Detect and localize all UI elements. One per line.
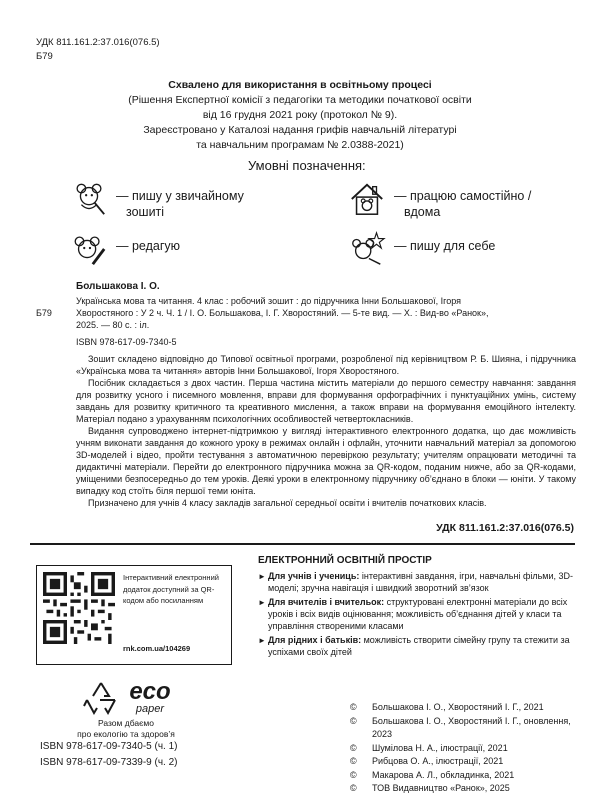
- copyright-row: [350, 782, 590, 796]
- writing-mouse-icon: [70, 180, 108, 218]
- copyright-text: ТОВ Видавництво «Ранок», 2025: [372, 783, 510, 793]
- copyright-row: [350, 715, 590, 742]
- isbn-part-2: ISBN 978-617-09-7339-9 (ч. 2): [40, 757, 178, 768]
- legend-text-home-2: вдома: [404, 205, 441, 219]
- eos-text-parents: можливість створити сімейну групу та стежити за успіхами своїх дітей: [268, 635, 570, 657]
- approval-line-3: Зареєстровано у Каталозі надання грифів навчальній літературі: [143, 124, 457, 136]
- arrow-icon: ►: [258, 572, 266, 581]
- legend-text-write: — пишу у звичайному: [116, 189, 244, 203]
- electronic-space: [258, 555, 578, 660]
- book-desc-1: Українська мова та читання. 4 клас : робочий зошит : до підручника Інни Большакової, Ігоря: [76, 296, 462, 306]
- copyright-text: Рибцова О. А., ілюстрації, 2021: [372, 756, 504, 766]
- copyright-text: Большакова І. О., Хворостяний І. Г., 2021: [372, 702, 544, 712]
- copyright-row: [350, 742, 590, 756]
- list-item: [258, 570, 578, 594]
- bbk-author-code: Б79: [36, 308, 52, 318]
- legend-item-edit: [70, 230, 180, 268]
- approval-block: [60, 78, 540, 153]
- divider: [30, 543, 575, 545]
- list-item: [258, 596, 578, 632]
- editing-mouse-icon: [70, 230, 108, 268]
- eos-label-students: Для учнів і учениць:: [268, 571, 360, 581]
- qr-link[interactable]: rnk.com.ua/104269: [123, 644, 191, 653]
- udk-code: УДК 811.161.2:37.016(076.5): [36, 37, 160, 48]
- approval-line-4: та навчальним програмам № 2.0388-2021): [196, 139, 404, 151]
- annotation-p2: Посібник складається з двох частин. Перша частина містить матеріали до першого семестру навчання: завдання для розвитку усного і писемного мовлення, вправи для формування орфографічних і пунктуаційних умінь, систему завдань для розвитку критичного та креативного мислення, а також вправи на формування емоційного інтелекту. Матеріал подано з урахуванням психологічних особливостей четвертокласників.: [76, 378, 576, 424]
- copyright-icon: ©: [350, 715, 357, 726]
- copyright-icon: ©: [350, 756, 357, 766]
- legend-item-home: [348, 180, 531, 220]
- eco-logo-sub: paper: [135, 703, 165, 715]
- udk-footer: УДК 811.161.2:37.016(076.5): [436, 522, 574, 534]
- copyright-list: [350, 701, 590, 796]
- legend-title: Умовні позначення:: [248, 158, 366, 173]
- isbn-list: [40, 739, 178, 771]
- copyright-text: Макарова А. Л., обкладинка, 2021: [372, 769, 515, 780]
- recycle-icon: [81, 680, 121, 716]
- bbk-code: Б79: [36, 51, 53, 62]
- copyright-row: [350, 701, 590, 715]
- copyright-icon: ©: [350, 769, 357, 780]
- copyright-text: Большакова І. О., Хворостяний І. Г., оновлення, 2023: [372, 715, 571, 739]
- legend-text-home: — працюю самостійно /: [394, 189, 532, 203]
- eco-block: [36, 680, 216, 740]
- arrow-icon: ►: [258, 636, 266, 645]
- approval-title: Схвалено для використання в освітньому процесі: [168, 79, 432, 91]
- isbn-part-1: ISBN 978-617-09-7340-5 (ч. 1): [40, 741, 178, 752]
- annotation-p4: Призначено для учнів 4 класу закладів загальної середньої освіти і вчителів початкових класів.: [88, 498, 487, 508]
- copyright-row: [350, 755, 590, 769]
- qr-box: [36, 565, 232, 665]
- eos-text-students: інтерактивні завдання, ігри, навчальні фільми, 3D-моделі; зручна навігація і швидкий зворотний зв’язок: [268, 571, 574, 593]
- legend-text-self: — пишу для себе: [394, 239, 496, 253]
- copyright-row: [350, 769, 590, 783]
- electronic-space-title: ЕЛЕКТРОННИЙ ОСВІТНІЙ ПРОСТІР: [258, 555, 432, 566]
- annotation-p3: Видання супроводжено інтернет-підтримкою у вигляді інтерактивного електронного додатка, що дає можливість учням виконати завдання до кожного уроку в режимах онлайн і офлайн, уточнити навчальний матеріал за допомогою 3D-моделей і відео, пройти тестування з автоматичною перевіркою результату; учителям опрацювати методичні та дидактичні матеріали. Перейти до електронного підручника можна за QR-кодом, поданим нижче, або за QR-кодами, уміщеними безпосередньо до тем уроків. Деякі уроки в електронному підручнику об’єднано в блоки — юніти. У такому випадку код стоїть біля першої теми юніта.: [76, 426, 576, 496]
- arrow-icon: ►: [258, 598, 266, 607]
- eco-logo: eco: [129, 678, 171, 705]
- eos-label-parents: Для рідних і батьків:: [268, 635, 362, 645]
- copyright-icon: ©: [350, 742, 357, 753]
- book-isbn: ISBN 978-617-09-7340-5: [76, 337, 177, 347]
- legend-text-edit: — редагую: [116, 239, 181, 253]
- eco-caption-1: Разом дбаємо: [97, 718, 155, 728]
- book-desc-3: 2025. — 80 с. : іл.: [76, 320, 150, 330]
- copyright-icon: ©: [350, 783, 357, 793]
- legend-item-write: [70, 180, 244, 220]
- legend-text-write-2: зошиті: [126, 205, 165, 219]
- star-mouse-icon: [348, 230, 386, 268]
- annotation-p1: Зошит складено відповідно до Типової освітньої програми, розробленої під керівництвом Р. Б. Шияна, і підручника «Українська мова та читання» авторів Інни Большакової, Ігоря Хворостяного.: [76, 354, 576, 376]
- eos-text-teachers: структуровані електронні матеріали до всіх уроків і всіх видів оцінювання; можливість об’єднання дітей у класи та управління створеними класами: [268, 597, 568, 631]
- copyright-text: Шумілова Н. А., ілюстрації, 2021: [372, 742, 508, 753]
- eco-caption-2: про екологію та здоров’я: [77, 729, 175, 739]
- house-icon: [348, 180, 386, 218]
- legend-item-self: [348, 230, 495, 268]
- book-desc-2: Хворостяного : У 2 ч. Ч. 1 / І. О. Большакова, І. Г. Хворостяний. — 5-те вид. — Х. : Вид-во «Ранок»,: [76, 308, 489, 318]
- author-name: Большакова І. О.: [76, 281, 160, 292]
- bibliographic-block: [36, 281, 576, 509]
- udk-header: [36, 36, 160, 64]
- approval-line-1: (Рішення Експертної комісії з педагогіки та методики початкової освіти: [128, 94, 472, 106]
- list-item: [258, 634, 578, 658]
- copyright-icon: ©: [350, 702, 357, 712]
- qr-caption: Інтерактивний електронний додаток доступний за QR-кодом або посиланням: [123, 573, 219, 605]
- approval-line-2: від 16 грудня 2021 року (протокол № 9).: [202, 109, 398, 121]
- qr-code-icon[interactable]: [43, 572, 115, 644]
- eos-label-teachers: Для вчителів і вчительок:: [268, 597, 385, 607]
